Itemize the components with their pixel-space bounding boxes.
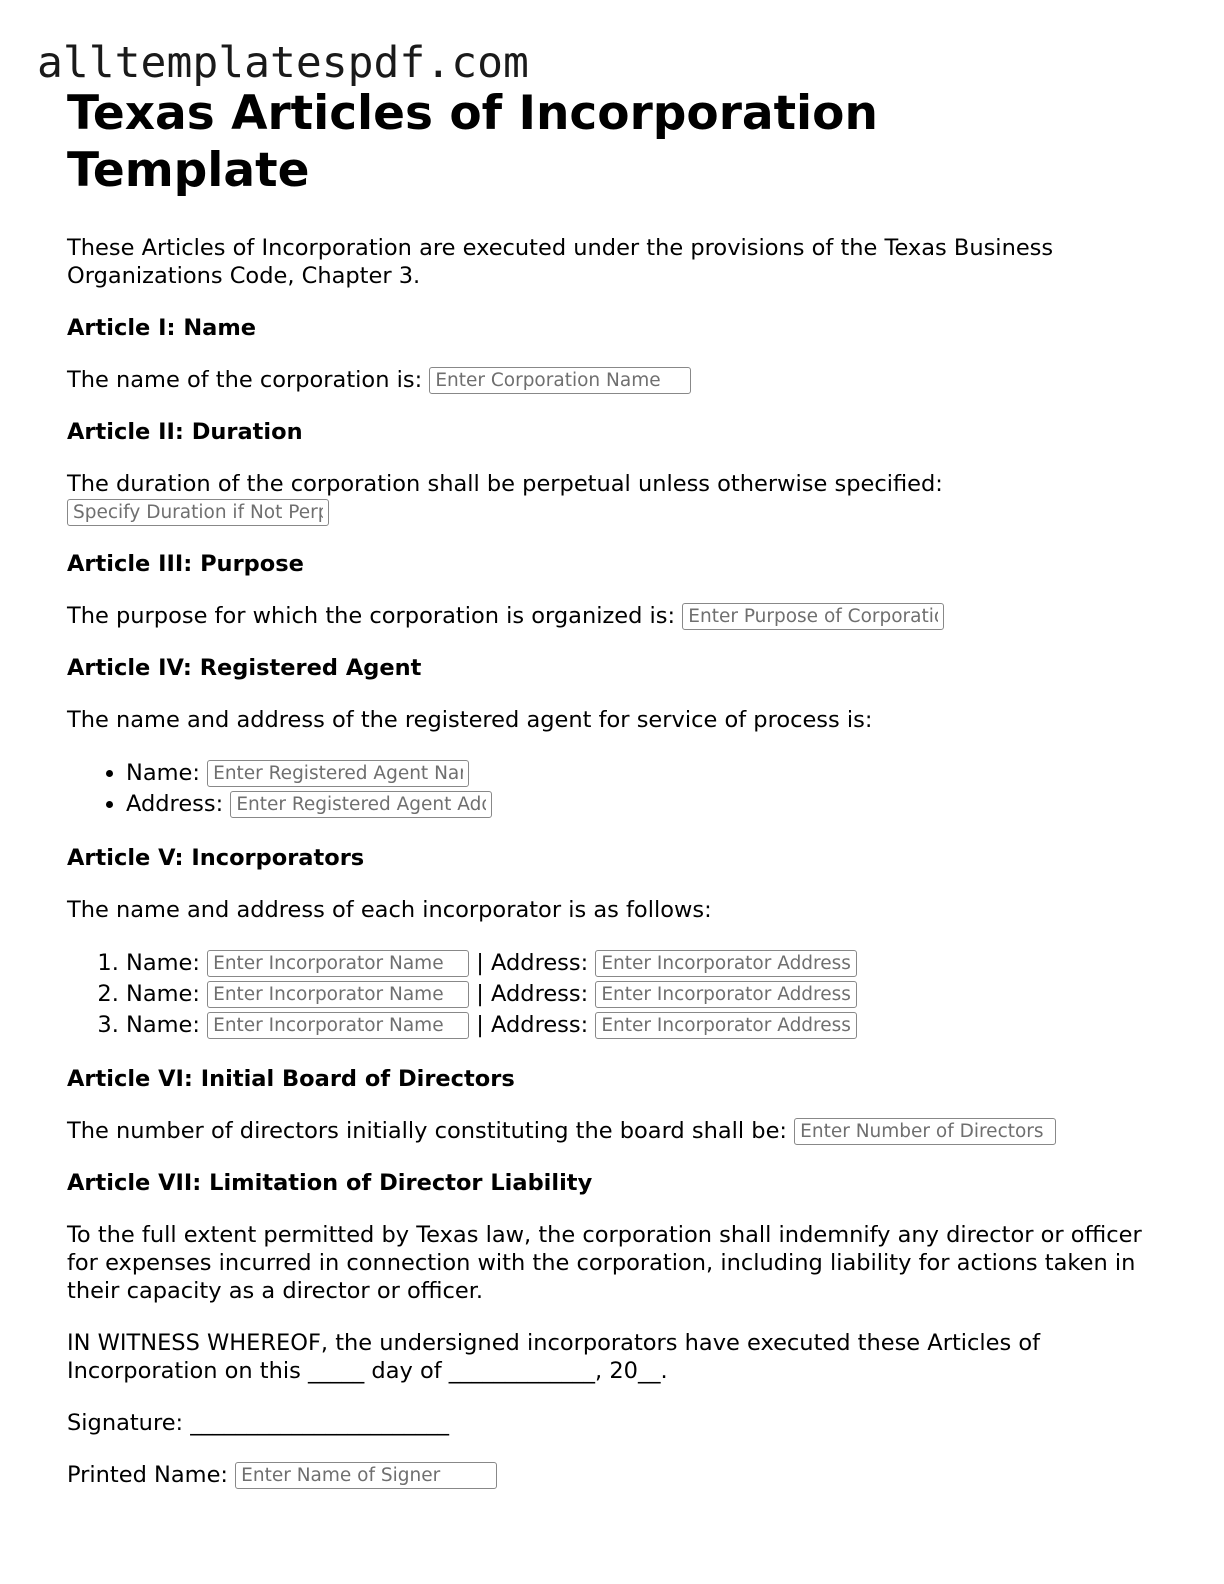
printed-name-row — [67, 1461, 1157, 1489]
article-6-text: The number of directors initially constituting the board shall be: — [67, 1118, 787, 1144]
directors-count-input[interactable] — [794, 1118, 1056, 1145]
incorporator-address-label: | Address: — [476, 950, 589, 976]
article-7-heading: Article VII: Limitation of Director Liability — [67, 1170, 593, 1196]
article-7-text: To the full extent permitted by Texas law, the corporation shall indemnify any director or officer for expenses incurred in connection with the corporation, including liability for actions taken in their capacity as a director or officer. — [67, 1222, 1142, 1304]
incorporator-list — [67, 948, 1157, 1041]
article-1-paragraph — [67, 366, 1157, 394]
article-6-heading: Article VI: Initial Board of Directors — [67, 1066, 515, 1092]
agent-name-label: Name: — [126, 760, 200, 786]
witness-text: IN WITNESS WHEREOF, the undersigned incorporators have executed these Articles of Incorporation on this _____ day of _____________, 20__. — [67, 1330, 1041, 1384]
article-1-heading: Article I: Name — [67, 315, 257, 341]
list-item — [126, 789, 1157, 820]
article-2-paragraph — [67, 470, 1157, 526]
article-3-heading: Article III: Purpose — [67, 551, 304, 577]
duration-input[interactable] — [67, 499, 329, 526]
incorporator-3-name-input[interactable] — [207, 1012, 469, 1039]
incorporator-name-label: Name: — [126, 950, 200, 976]
list-item — [126, 948, 1157, 979]
article-4-heading: Article IV: Registered Agent — [67, 655, 422, 681]
page-title: Texas Articles of Incorporation Template — [67, 86, 878, 198]
agent-address-input[interactable] — [230, 791, 492, 818]
list-item — [126, 979, 1157, 1010]
article-5-heading: Article V: Incorporators — [67, 845, 365, 871]
incorporator-name-label: Name: — [126, 1012, 200, 1038]
incorporator-2-name-input[interactable] — [207, 981, 469, 1008]
article-2-heading: Article II: Duration — [67, 419, 303, 445]
article-4-text: The name and address of the registered agent for service of process is: — [67, 707, 873, 733]
document-body — [67, 85, 1157, 1513]
corporation-name-input[interactable] — [429, 367, 691, 394]
article-6-paragraph — [67, 1117, 1157, 1145]
list-item — [126, 758, 1157, 789]
purpose-input[interactable] — [682, 603, 944, 630]
incorporator-address-label: | Address: — [476, 1012, 589, 1038]
incorporator-address-label: | Address: — [476, 981, 589, 1007]
article-3-text: The purpose for which the corporation is organized is: — [67, 603, 676, 629]
article-3-paragraph — [67, 602, 1157, 630]
signer-name-input[interactable] — [235, 1462, 497, 1489]
article-2-text: The duration of the corporation shall be perpetual unless otherwise specified: — [67, 471, 943, 497]
article-5-text: The name and address of each incorporator is as follows: — [67, 897, 712, 923]
intro-text: These Articles of Incorporation are executed under the provisions of the Texas Business Organizations Code, Chapter 3. — [67, 235, 1054, 289]
list-item — [126, 1010, 1157, 1041]
incorporator-1-address-input[interactable] — [595, 950, 857, 977]
signature-line: Signature: _______________________ — [67, 1410, 450, 1436]
agent-name-input[interactable] — [207, 760, 469, 787]
article-1-text: The name of the corporation is: — [67, 367, 423, 393]
incorporator-name-label: Name: — [126, 981, 200, 1007]
registered-agent-list — [67, 758, 1157, 820]
watermark: alltemplatespdf.com — [37, 38, 529, 88]
printed-name-label: Printed Name: — [67, 1462, 228, 1488]
incorporator-1-name-input[interactable] — [207, 950, 469, 977]
agent-address-label: Address: — [126, 791, 224, 817]
incorporator-2-address-input[interactable] — [595, 981, 857, 1008]
incorporator-3-address-input[interactable] — [595, 1012, 857, 1039]
